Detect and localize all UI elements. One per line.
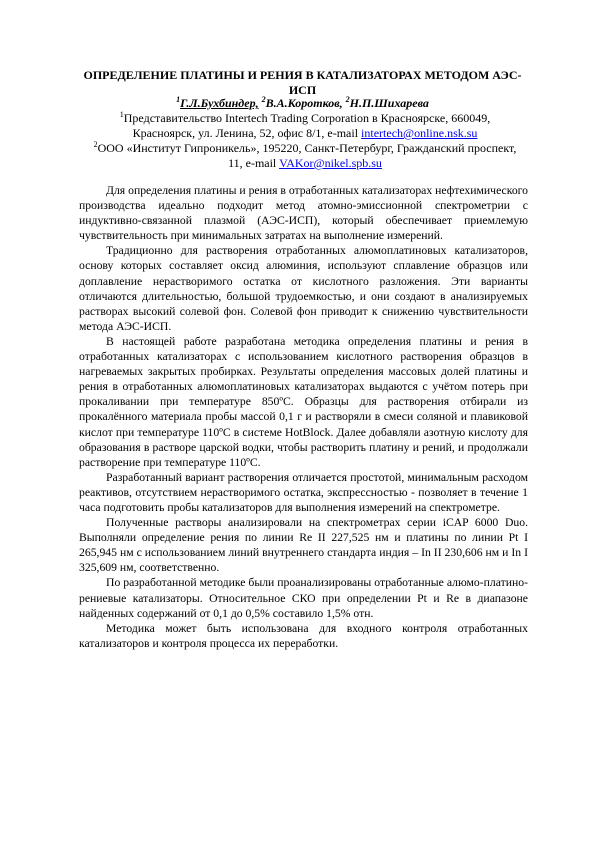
author-2-affiliation-mark: 2 [261,95,266,104]
paragraph-traditional-methods: Традиционно для растворения отработанных алюмоплатиновых катализаторов, основу которых составляет оксид алюминия, используют сплавление образцов или доплавление нерастворимого остатка от кислотного разложения. Эти варианты отличаются длительностью, большой трудоемкостью, и они создают в анализируемых растворах высокий солевой фон. Солевой фон приводит к снижению чувствительности метода АЭС-ИСП. [79,244,528,333]
author-3-affiliation-mark: 2 [345,95,350,104]
affiliation-1 [90,111,520,141]
paragraph-advantages: Разработанный вариант растворения отличается простотой, минимальным расходом реактивов, отсутствием нерастворимого остатка, экспрессностью - позволяет в течение 1 часа подготовить пробы катализаторов для выполнения измерений на спектрометре. [79,470,528,514]
author-3-name: Н.П.Шихарева [349,96,429,110]
paragraph-instrumentation: Полученные растворы анализировали на спектрометрах серии iCAP 6000 Duo. Выполняли определение рения по линии Re II 227,525 нм и платины по линии Pt I 265,945 нм с использованием линий внутреннего стандарта индия – In II 230,606 нм и In I 325,609 нм, соответственно. [79,516,528,575]
affiliation-1-text: Представительство Intertech Trading Corporation в Красноярске, 660049, Красноярск, ул. Ленина, 52, офис 8/1, e-mail [123,111,491,140]
author-1-name: Г.Л.Бухбиндер, [180,96,259,110]
affiliation-2 [90,141,520,171]
paragraph-intro: Для определения платины и рения в отработанных катализаторах нефтехимического производства идеально подходит метод атомно-эмиссионной спектрометрии с индуктивно-связанной плазмой (АЭС-ИСП), который обеспечивает приемлемую чувствительность при минимальных затратах на выполнение измерений. [79,184,529,243]
affiliation-2-text: ООО «Институт Гипроникель», 195220, Санкт-Петербург, Гражданский проспект, 11, e-mail [97,141,517,170]
affiliation-1-email-link[interactable]: intertech@online.nsk.su [361,126,478,140]
author-list [80,96,525,111]
affiliation-2-email-link[interactable]: VAKor@nikel.spb.su [279,156,382,170]
paper-title: ОПРЕДЕЛЕНИЕ ПЛАТИНЫ И РЕНИЯ В КАТАЛИЗАТОРАХ МЕТОДОМ АЭС-ИСП [83,68,522,97]
paragraph-results: По разработанной методике были проанализированы отработанные алюмо-платино-рениевые катализаторы. Относительное СКО при определении Pt и Re в диапазоне найденных содержаний от 0,1 до 0,5% составило 1,5% отн. [79,576,528,620]
paragraph-method-description: В настоящей работе разработана методика определения платины и рения в отработанных катализаторах с использованием кислотного растворения образцов в нагреваемых закрытых пробирках. Результаты определения массовых долей платины и рения в отработанных алюмоплатиновых катализаторах выдаются с учётом потерь при прокаливании при температуре 850ºС. Образцы для растворения отбирали из прокалённого материала пробы массой 0,1 г и растворяли в смеси соляной и плавиковой кислот при температуре 110ºС в системе HotBlock. Далее добавляли азотную кислоту для образования в растворе царской водки, чтобы растворить платину и рений, и продолжали растворение при температуре 110ºС. [79,334,528,469]
abstract-body [79,183,528,651]
affiliation-1-mark: 1 [119,110,124,119]
author-1-affiliation-mark: 1 [176,95,181,104]
paragraph-conclusion: Методика может быть использована для входного контроля отработанных катализаторов и контроля процесса их переработки. [79,621,528,650]
author-2-name: В.А.Коротков, [265,96,343,110]
affiliation-2-mark: 2 [93,140,98,149]
